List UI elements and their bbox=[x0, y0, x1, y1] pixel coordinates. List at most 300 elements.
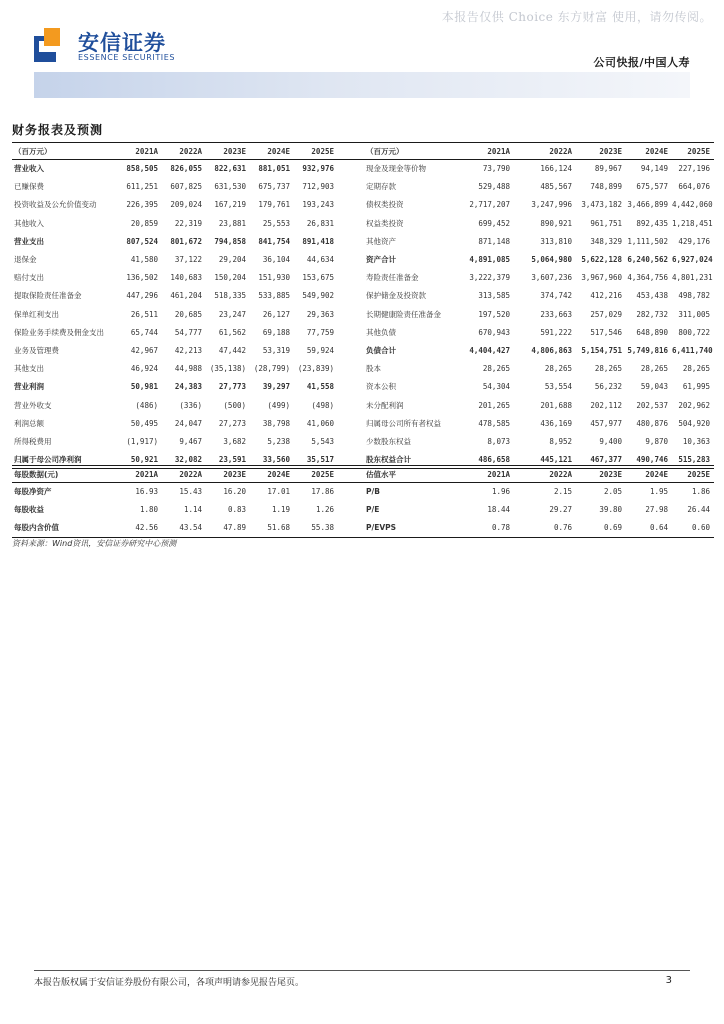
row-label: （百万元） bbox=[12, 143, 114, 160]
table-cell: 2024E bbox=[250, 466, 294, 483]
table-cell: 69,188 bbox=[262, 327, 290, 337]
table-cell: 518,335 bbox=[214, 291, 246, 301]
table-row bbox=[12, 519, 714, 537]
table-cell: 201,265 bbox=[478, 400, 510, 410]
table-cell: 490,746 bbox=[626, 451, 672, 469]
row-label: 其他资产 bbox=[366, 236, 396, 246]
table-cell: 748,899 bbox=[590, 182, 622, 192]
table-header-row bbox=[12, 466, 714, 483]
table-cell: 41,060 bbox=[306, 418, 334, 428]
row-label: 股本 bbox=[366, 364, 381, 374]
table-cell: 2.15 bbox=[553, 487, 572, 497]
table-cell: 2025E bbox=[294, 466, 338, 483]
table-cell: 26,831 bbox=[306, 218, 334, 228]
column-gap bbox=[338, 214, 356, 232]
table-cell: 41,580 bbox=[130, 255, 158, 265]
table-cell: 2.05 bbox=[603, 487, 622, 497]
table-cell: 858,505 bbox=[126, 164, 158, 174]
table-cell: 807,524 bbox=[126, 236, 158, 246]
table-row bbox=[12, 178, 714, 196]
table-cell: 549,902 bbox=[302, 291, 334, 301]
table-cell: 453,438 bbox=[636, 291, 668, 301]
table-cell: 5,749,816 bbox=[627, 345, 668, 355]
table-cell: 1.26 bbox=[315, 505, 334, 515]
row-label: 营业支出 bbox=[14, 236, 44, 246]
row-label: 营业收入 bbox=[14, 164, 44, 174]
table-cell: 932,976 bbox=[302, 164, 334, 174]
table-cell: 4,891,085 bbox=[469, 255, 510, 265]
table-cell: 2023E bbox=[576, 466, 626, 483]
column-gap bbox=[338, 323, 356, 341]
footer-divider bbox=[34, 970, 690, 971]
table-cell: 1,218,451 bbox=[672, 218, 713, 228]
company-logo bbox=[34, 26, 174, 66]
table-cell: 201,688 bbox=[540, 400, 572, 410]
table-cell: 0.69 bbox=[576, 519, 626, 537]
source-note: 资料来源：Wind资讯，安信证券研究中心预测 bbox=[12, 539, 177, 548]
table-cell: 6,927,024 bbox=[672, 255, 713, 265]
table-cell: 10,363 bbox=[682, 436, 710, 446]
logo-name-en: ESSENCE SECURITIES bbox=[78, 53, 176, 62]
table-cell: 0.76 bbox=[514, 519, 576, 537]
table-cell: 61,995 bbox=[682, 382, 710, 392]
table-cell: 2021A bbox=[452, 466, 514, 483]
row-label: 归属于母公司净利润 bbox=[12, 451, 114, 469]
table-header-row bbox=[12, 143, 714, 160]
table-cell: 822,631 bbox=[214, 164, 246, 174]
column-gap bbox=[338, 269, 356, 287]
table-cell: 23,591 bbox=[206, 451, 250, 469]
table-cell: 5,064,980 bbox=[531, 255, 572, 265]
table-cell: 38,798 bbox=[262, 418, 290, 428]
table-cell: 20,685 bbox=[174, 309, 202, 319]
table-cell: 37,122 bbox=[174, 255, 202, 265]
table-cell: 27,273 bbox=[218, 418, 246, 428]
column-gap bbox=[338, 143, 356, 160]
column-gap bbox=[338, 501, 356, 519]
table-cell: 3,473,182 bbox=[581, 200, 622, 210]
row-label: 长期健康险责任准备金 bbox=[366, 309, 441, 319]
row-label: P/EVPS bbox=[356, 519, 452, 537]
table-cell: 50,981 bbox=[130, 382, 158, 392]
table-cell: 226,395 bbox=[126, 200, 158, 210]
table-cell: 800,722 bbox=[678, 327, 710, 337]
table-cell: 55.38 bbox=[294, 519, 338, 537]
row-label: （百万元） bbox=[356, 143, 452, 160]
table-cell: 32,082 bbox=[162, 451, 206, 469]
table-cell: 39,297 bbox=[262, 382, 290, 392]
table-cell: 892,435 bbox=[636, 218, 668, 228]
table-cell: (23,839) bbox=[297, 364, 334, 374]
table-cell: 42,967 bbox=[130, 345, 158, 355]
row-label: 保护储金及投资款 bbox=[366, 291, 426, 301]
table-cell: 3,247,996 bbox=[531, 200, 572, 210]
table-cell: 20,859 bbox=[130, 218, 158, 228]
row-label: 每股内含价值 bbox=[12, 519, 114, 537]
table-cell: 193,243 bbox=[302, 200, 334, 210]
table-cell: 2021A bbox=[114, 143, 162, 160]
table-cell: 664,076 bbox=[678, 182, 710, 192]
row-label: 归属母公司所有者权益 bbox=[366, 418, 441, 428]
table-cell: 485,567 bbox=[540, 182, 572, 192]
table-cell: 202,112 bbox=[590, 400, 622, 410]
column-gap bbox=[338, 160, 356, 178]
table-cell: 9,870 bbox=[645, 436, 668, 446]
table-cell: 445,121 bbox=[514, 451, 576, 469]
table-cell: 8,952 bbox=[549, 436, 572, 446]
table-cell: 2022A bbox=[514, 466, 576, 483]
table-cell: 2022A bbox=[162, 143, 206, 160]
table-cell: 53,554 bbox=[544, 382, 572, 392]
table-cell: 794,858 bbox=[214, 236, 246, 246]
table-cell: 233,663 bbox=[540, 309, 572, 319]
table-cell: 1.86 bbox=[691, 487, 710, 497]
table-cell: 675,577 bbox=[636, 182, 668, 192]
table-cell: 2022A bbox=[162, 466, 206, 483]
table-cell: 961,751 bbox=[590, 218, 622, 228]
table-cell: 0.78 bbox=[452, 519, 514, 537]
table-cell: 202,962 bbox=[678, 400, 710, 410]
row-label: 投资收益及公允价值变动 bbox=[14, 200, 97, 210]
table-cell: 59,924 bbox=[306, 345, 334, 355]
column-gap bbox=[338, 360, 356, 378]
table-cell: 9,467 bbox=[179, 436, 202, 446]
row-label: 资产合计 bbox=[366, 255, 396, 265]
table-cell: 44,988 bbox=[174, 364, 202, 374]
table-cell: 28,265 bbox=[682, 364, 710, 374]
table-cell: 1.96 bbox=[491, 487, 510, 497]
table-cell: 4,806,863 bbox=[531, 345, 572, 355]
row-label: 营业外收支 bbox=[14, 400, 52, 410]
table-cell: 24,047 bbox=[174, 418, 202, 428]
table-cell: (336) bbox=[179, 400, 202, 410]
row-label: 其他负债 bbox=[366, 327, 396, 337]
table-cell: 28,265 bbox=[640, 364, 668, 374]
table-cell: 0.83 bbox=[227, 505, 246, 515]
table-row bbox=[12, 214, 714, 232]
table-cell: 56,232 bbox=[594, 382, 622, 392]
table-cell: 2024E bbox=[626, 466, 672, 483]
table-cell: 18.44 bbox=[487, 505, 510, 515]
table-row bbox=[12, 432, 714, 450]
table-cell: 28,265 bbox=[544, 364, 572, 374]
table-cell: 28,265 bbox=[594, 364, 622, 374]
table-cell: 517,546 bbox=[590, 327, 622, 337]
table-cell: 2,717,207 bbox=[469, 200, 510, 210]
table-cell: 1.14 bbox=[183, 505, 202, 515]
column-gap bbox=[338, 432, 356, 450]
table-cell: 27.98 bbox=[645, 505, 668, 515]
column-gap bbox=[338, 178, 356, 196]
table-cell: 54,777 bbox=[174, 327, 202, 337]
table-row bbox=[12, 305, 714, 323]
table-cell: 29,363 bbox=[306, 309, 334, 319]
table-cell: 0.64 bbox=[626, 519, 672, 537]
table-cell: 54,304 bbox=[482, 382, 510, 392]
table-row bbox=[12, 483, 714, 501]
row-label: P/E bbox=[366, 505, 380, 515]
table-cell: 467,377 bbox=[576, 451, 626, 469]
row-label: 提取保险责任准备金 bbox=[14, 291, 82, 301]
table-cell: 486,658 bbox=[452, 451, 514, 469]
row-label: 业务及管理费 bbox=[14, 345, 59, 355]
financial-statements-table bbox=[12, 142, 714, 469]
table-cell: 3,682 bbox=[223, 436, 246, 446]
table-cell: 533,885 bbox=[258, 291, 290, 301]
table-cell: 890,921 bbox=[540, 218, 572, 228]
table-cell: 311,005 bbox=[678, 309, 710, 319]
table-cell: 61,562 bbox=[218, 327, 246, 337]
table-cell: 631,530 bbox=[214, 182, 246, 192]
row-label: 已赚保费 bbox=[14, 182, 44, 192]
row-label: 少数股东权益 bbox=[366, 436, 411, 446]
column-gap bbox=[338, 414, 356, 432]
table-cell: 282,732 bbox=[636, 309, 668, 319]
table-cell: 136,502 bbox=[126, 273, 158, 283]
table-cell: (500) bbox=[223, 400, 246, 410]
table-cell: 47.89 bbox=[206, 519, 250, 537]
column-gap bbox=[338, 519, 356, 537]
row-label: 估值水平 bbox=[356, 466, 452, 483]
table-cell: 611,251 bbox=[126, 182, 158, 192]
table-cell: 65,744 bbox=[130, 327, 158, 337]
table-cell: 197,520 bbox=[478, 309, 510, 319]
table-cell: 515,283 bbox=[672, 451, 714, 469]
table-cell: 16.93 bbox=[135, 487, 158, 497]
table-cell: 670,943 bbox=[478, 327, 510, 337]
table-cell: 46,924 bbox=[130, 364, 158, 374]
table-cell: 89,967 bbox=[594, 164, 622, 174]
table-cell: 53,319 bbox=[262, 345, 290, 355]
table-cell: 712,903 bbox=[302, 182, 334, 192]
table-row bbox=[12, 232, 714, 250]
per-share-valuation-table bbox=[12, 465, 714, 538]
table-cell: 33,560 bbox=[250, 451, 294, 469]
table-cell: 2022A bbox=[514, 143, 576, 160]
table-cell: 179,761 bbox=[258, 200, 290, 210]
table-cell: 498,782 bbox=[678, 291, 710, 301]
table-cell: 3,466,899 bbox=[627, 200, 668, 210]
table-cell: (486) bbox=[135, 400, 158, 410]
table-cell: 480,876 bbox=[636, 418, 668, 428]
table-cell: 29,204 bbox=[218, 255, 246, 265]
table-cell: 826,055 bbox=[170, 164, 202, 174]
table-cell: 429,176 bbox=[678, 236, 710, 246]
row-label: 退保金 bbox=[14, 255, 37, 265]
table-cell: 881,051 bbox=[258, 164, 290, 174]
table-cell: 43.54 bbox=[162, 519, 206, 537]
table-cell: 436,169 bbox=[540, 418, 572, 428]
table-cell: 2024E bbox=[626, 143, 672, 160]
page-number: 3 bbox=[665, 975, 672, 986]
table-cell: 36,104 bbox=[262, 255, 290, 265]
report-tag: 公司快报/中国人寿 bbox=[593, 56, 690, 69]
table-row bbox=[12, 250, 714, 268]
table-cell: 50,495 bbox=[130, 418, 158, 428]
row-label: 负债合计 bbox=[366, 345, 396, 355]
row-label: 每股收益 bbox=[14, 505, 44, 515]
column-gap bbox=[338, 396, 356, 414]
row-label: 赔付支出 bbox=[14, 273, 44, 283]
table-cell: 202,537 bbox=[636, 400, 668, 410]
table-cell: 412,216 bbox=[590, 291, 622, 301]
table-cell: 26,127 bbox=[262, 309, 290, 319]
table-cell: 9,400 bbox=[599, 436, 622, 446]
table-cell: 2025E bbox=[294, 143, 338, 160]
table-cell: 348,329 bbox=[590, 236, 622, 246]
table-cell: 94,149 bbox=[640, 164, 668, 174]
table-cell: 77,759 bbox=[306, 327, 334, 337]
table-cell: 841,754 bbox=[258, 236, 290, 246]
row-label: 债权类投资 bbox=[366, 200, 404, 210]
table-cell: 151,930 bbox=[258, 273, 290, 283]
table-cell: 23,881 bbox=[218, 218, 246, 228]
table-cell: 529,488 bbox=[478, 182, 510, 192]
row-label: 营业利润 bbox=[14, 382, 44, 392]
row-label: 现金及现金等价物 bbox=[366, 164, 426, 174]
table-cell: 26,511 bbox=[130, 309, 158, 319]
table-row bbox=[12, 360, 714, 378]
table-cell: (498) bbox=[311, 400, 334, 410]
table-row bbox=[12, 414, 714, 432]
table-cell: 47,442 bbox=[218, 345, 246, 355]
table-cell: 6,411,740 bbox=[672, 345, 713, 355]
row-label: 资本公积 bbox=[366, 382, 396, 392]
table-cell: 457,977 bbox=[590, 418, 622, 428]
table-cell: 607,825 bbox=[170, 182, 202, 192]
row-label: 保单红利支出 bbox=[14, 309, 59, 319]
table-cell: 3,967,960 bbox=[581, 273, 622, 283]
table-row bbox=[12, 287, 714, 305]
table-cell: 26.44 bbox=[687, 505, 710, 515]
column-gap bbox=[338, 466, 356, 483]
table-cell: 4,364,756 bbox=[627, 273, 668, 283]
row-label: 其他支出 bbox=[14, 364, 44, 374]
table-cell: 73,790 bbox=[482, 164, 510, 174]
table-cell: 2021A bbox=[452, 143, 514, 160]
table-cell: 51.68 bbox=[250, 519, 294, 537]
table-cell: 15.43 bbox=[179, 487, 202, 497]
table-cell: 166,124 bbox=[540, 164, 572, 174]
column-gap bbox=[338, 341, 356, 359]
table-cell: 17.01 bbox=[267, 487, 290, 497]
header-band bbox=[34, 72, 690, 98]
table-cell: 209,024 bbox=[170, 200, 202, 210]
footer-disclaimer: 本报告版权属于安信证券股份有限公司，各项声明请参见报告尾页。 bbox=[34, 978, 305, 988]
table-row bbox=[12, 378, 714, 396]
table-cell: 5,543 bbox=[311, 436, 334, 446]
table-cell: 1.80 bbox=[139, 505, 158, 515]
table-row bbox=[12, 269, 714, 287]
table-cell: 2021A bbox=[114, 466, 162, 483]
table-cell: 374,742 bbox=[540, 291, 572, 301]
table-cell: 2025E bbox=[672, 143, 714, 160]
table-cell: 3,222,379 bbox=[469, 273, 510, 283]
table-cell: 313,810 bbox=[540, 236, 572, 246]
row-label: 定期存款 bbox=[366, 182, 396, 192]
column-gap bbox=[338, 196, 356, 214]
table-cell: 648,890 bbox=[636, 327, 668, 337]
table-cell: 891,418 bbox=[302, 236, 334, 246]
table-cell: 27,773 bbox=[218, 382, 246, 392]
table-cell: 447,296 bbox=[126, 291, 158, 301]
table-cell: 4,442,060 bbox=[672, 200, 713, 210]
row-label: 未分配利润 bbox=[366, 400, 404, 410]
table-cell: 24,383 bbox=[174, 382, 202, 392]
table-cell: 44,634 bbox=[306, 255, 334, 265]
table-cell: 1.19 bbox=[271, 505, 290, 515]
table-cell: 22,319 bbox=[174, 218, 202, 228]
row-label: 权益类投资 bbox=[366, 218, 404, 228]
table-cell: 29.27 bbox=[549, 505, 572, 515]
section-title: 财务报表及预测 bbox=[12, 123, 104, 137]
table-cell: 1,111,502 bbox=[627, 236, 668, 246]
table-cell: 23,247 bbox=[218, 309, 246, 319]
row-label: 保险业务手续费及佣金支出 bbox=[14, 327, 104, 337]
table-cell: 8,073 bbox=[487, 436, 510, 446]
column-gap bbox=[338, 250, 356, 268]
table-cell: 17.86 bbox=[311, 487, 334, 497]
watermark-text: 本报告仅供 Choice 东方财富 使用，请勿传阅。 bbox=[441, 10, 712, 24]
table-cell: 591,222 bbox=[540, 327, 572, 337]
row-label: 股东权益合计 bbox=[356, 451, 452, 469]
row-label: 其他收入 bbox=[14, 218, 44, 228]
table-cell: 478,585 bbox=[478, 418, 510, 428]
table-cell: 39.80 bbox=[599, 505, 622, 515]
table-cell: 41,558 bbox=[306, 382, 334, 392]
table-cell: 50,921 bbox=[114, 451, 162, 469]
table-cell: 5,238 bbox=[267, 436, 290, 446]
logo-name-cn: 安信证券 bbox=[78, 31, 166, 55]
table-cell: 28,265 bbox=[482, 364, 510, 374]
table-cell: 461,204 bbox=[170, 291, 202, 301]
table-cell: 0.60 bbox=[672, 519, 714, 537]
table-cell: 16.20 bbox=[223, 487, 246, 497]
table-cell: 4,801,231 bbox=[672, 273, 713, 283]
table-cell: 167,219 bbox=[214, 200, 246, 210]
table-cell: 227,196 bbox=[678, 164, 710, 174]
logo-mark-icon bbox=[34, 28, 68, 62]
column-gap bbox=[338, 287, 356, 305]
table-cell: 2025E bbox=[672, 466, 714, 483]
row-label: 利润总额 bbox=[14, 418, 44, 428]
table-cell: 2024E bbox=[250, 143, 294, 160]
table-cell: 675,737 bbox=[258, 182, 290, 192]
table-row bbox=[12, 501, 714, 519]
table-row bbox=[12, 323, 714, 341]
table-cell: (28,799) bbox=[253, 364, 290, 374]
table-cell: 257,029 bbox=[590, 309, 622, 319]
column-gap bbox=[338, 232, 356, 250]
table-cell: 35,517 bbox=[294, 451, 338, 469]
column-gap bbox=[338, 483, 356, 501]
table-cell: 699,452 bbox=[478, 218, 510, 228]
table-cell: 1.95 bbox=[649, 487, 668, 497]
table-cell: 25,553 bbox=[262, 218, 290, 228]
row-label: 每股数据(元) bbox=[12, 466, 114, 483]
column-gap bbox=[338, 305, 356, 323]
table-cell: (35,138) bbox=[209, 364, 246, 374]
table-row bbox=[12, 160, 714, 178]
column-gap bbox=[338, 378, 356, 396]
row-label: 每股净资产 bbox=[14, 487, 52, 497]
row-label: P/B bbox=[366, 487, 380, 497]
table-row bbox=[12, 196, 714, 214]
table-cell: 2023E bbox=[206, 143, 250, 160]
table-row bbox=[12, 396, 714, 414]
table-cell: 42,213 bbox=[174, 345, 202, 355]
row-label: 寿险责任准备金 bbox=[366, 273, 419, 283]
